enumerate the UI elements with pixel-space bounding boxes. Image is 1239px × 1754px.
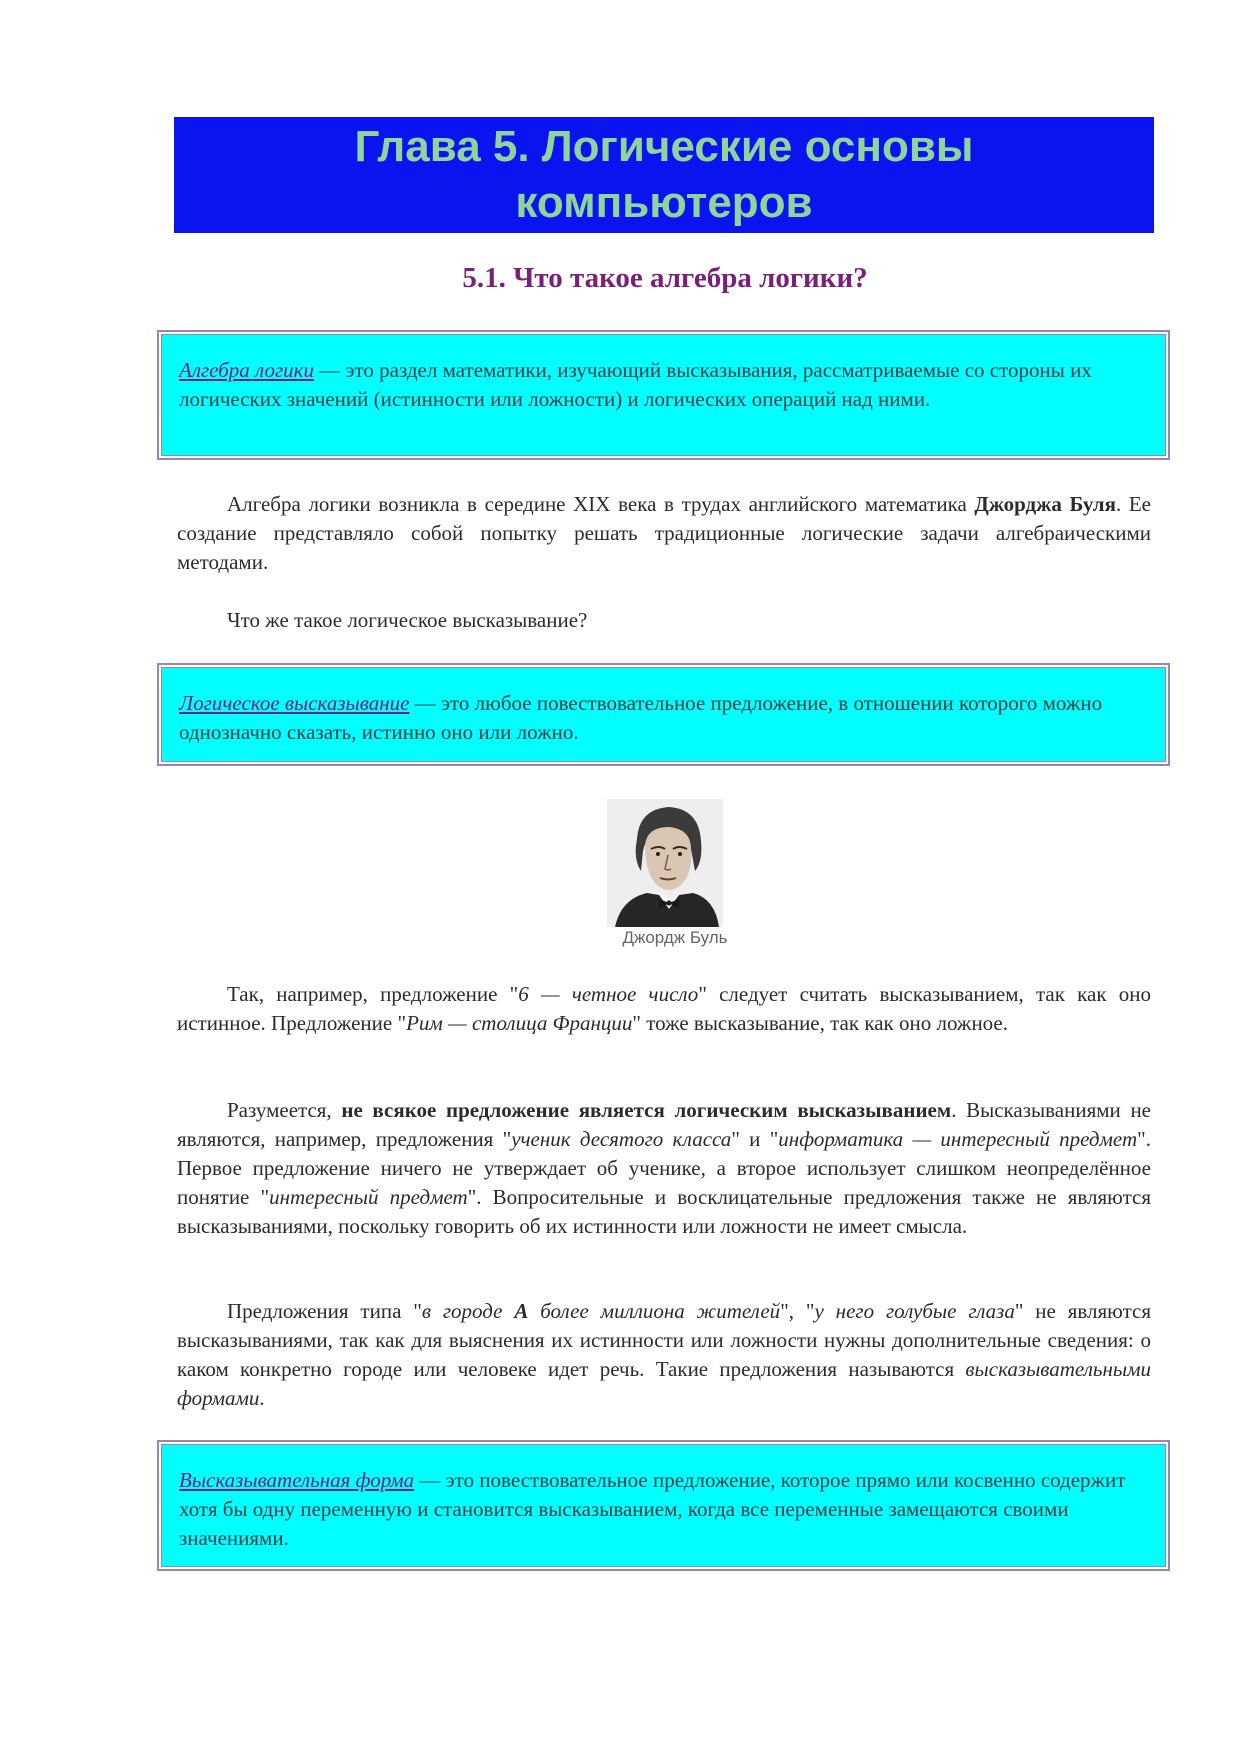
paragraph-text: . Ее создание представляло собой попытку решать традиционные логические задачи алгебраическими методами. xyxy=(177,492,1151,574)
paragraph-non-statements xyxy=(177,1096,1151,1241)
definition-box-logical-statement xyxy=(157,663,1170,766)
paragraph-examples xyxy=(177,980,1151,1038)
paragraph-text: Так, например, предложение " xyxy=(227,982,519,1006)
paragraph-forms xyxy=(177,1297,1151,1413)
italic-example: у него голубые глаза xyxy=(814,1299,1015,1323)
bold-italic-variable: А xyxy=(514,1299,529,1323)
paragraph-text: ", " xyxy=(780,1299,815,1323)
paragraph-history xyxy=(177,490,1151,577)
bold-emphasis: не всякое предложение является логическим высказыванием xyxy=(341,1098,952,1122)
paragraph-text: Разумеется, xyxy=(227,1098,342,1122)
paragraph-question xyxy=(177,606,1151,635)
paragraph-text: ". Первое предложение ничего не утверждает об ученике, а второе использует слишком неопределённое понятие " xyxy=(177,1127,1151,1209)
paragraph-text: " следует считать высказыванием, так как оно истинное. Предложение " xyxy=(177,982,1152,1035)
definition-text: — это раздел математики, изучающий высказывания, рассматриваемые со стороны их логических значений (истинности или ложности) и логических операций над ними. xyxy=(179,358,1092,411)
paragraph-text: " и " xyxy=(731,1127,779,1151)
definition-text: — это любое повествовательное предложение, в отношении которого можно однозначно сказать, истинно оно или ложно. xyxy=(179,691,1103,744)
italic-example: в городе xyxy=(421,1299,515,1323)
chapter-title xyxy=(174,117,1154,233)
section-title: 5.1. Что такое алгебра логики? xyxy=(462,262,868,294)
portrait-image xyxy=(607,799,723,927)
paragraph-text: ". Вопросительные и восклицательные предложения также не являются высказываниями, поскольку говорить об их истинности или ложности не имеет смысла. xyxy=(177,1185,1151,1238)
definition-term: Алгебра логики xyxy=(179,358,314,382)
italic-example: более миллиона жителей xyxy=(528,1299,781,1323)
definition-text: — это повествовательное предложение, которое прямо или косвенно содержит хотя бы одну переменную и становится высказыванием, когда все переменные замещаются своими значениями. xyxy=(179,1468,1126,1550)
chapter-title-text: Глава 5. Логические основы компьютеров xyxy=(354,122,974,227)
italic-example: информатика — интересный предмет xyxy=(778,1127,1138,1151)
paragraph-text: . Высказываниями не являются, например, предложения " xyxy=(177,1098,1152,1151)
definition-term: Логическое высказывание xyxy=(179,691,410,715)
italic-example: интересный предмет xyxy=(269,1185,468,1209)
italic-example: Рим — столица Франции xyxy=(406,1011,633,1035)
italic-example: ученик десятого класса xyxy=(511,1127,732,1151)
italic-term: высказывательными формами xyxy=(177,1357,1151,1410)
definition-box-algebra-logic xyxy=(157,330,1170,460)
bold-name: Джорджа Буля xyxy=(974,492,1116,516)
paragraph-text: Что же такое логическое высказывание? xyxy=(227,608,588,632)
portrait-caption: Джордж Буль xyxy=(622,928,728,947)
definition-term: Высказывательная форма xyxy=(179,1468,415,1492)
definition-box-statement-form xyxy=(157,1440,1170,1571)
italic-example: 6 — четное число xyxy=(518,982,699,1006)
portrait-illustration xyxy=(607,799,723,927)
paragraph-text: Предложения типа " xyxy=(227,1299,422,1323)
paragraph-text: . xyxy=(259,1386,265,1410)
paragraph-text: " не являются высказываниями, так как для выяснения их истинности или ложности нужны дополнительные сведения: о каком конкретно городе или человеке идет речь. Такие предложения называются xyxy=(177,1299,1151,1381)
paragraph-text: " тоже высказывание, так как оно ложное. xyxy=(632,1011,1009,1035)
paragraph-text: Алгебра логики возникла в середине XIX века в трудах английского математика xyxy=(227,492,975,516)
